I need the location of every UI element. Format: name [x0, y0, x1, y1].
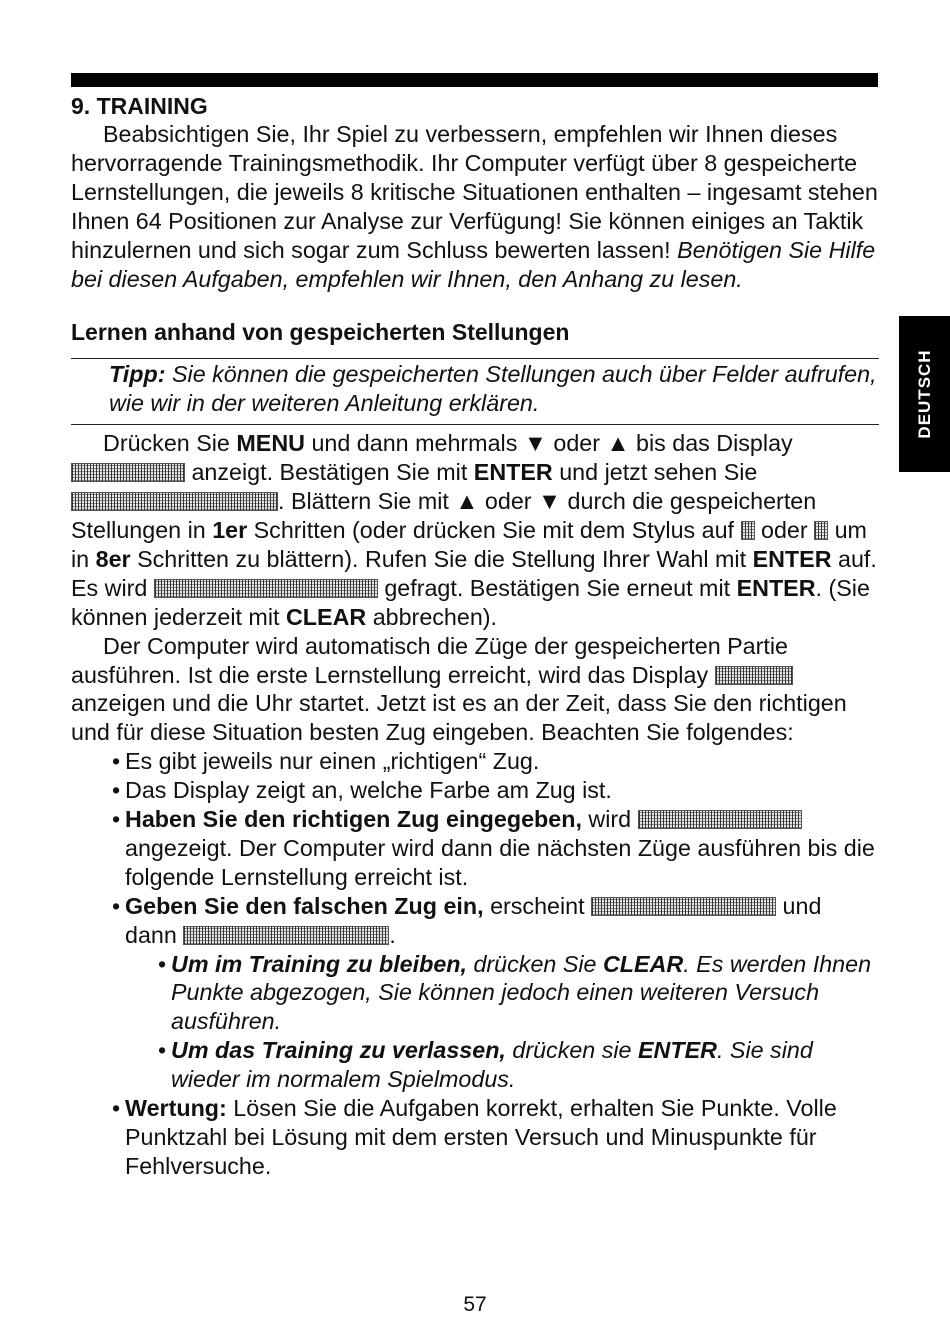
enter-key-label: ENTER: [638, 1037, 717, 1064]
section-title: 9. TRAINING: [71, 93, 208, 119]
menu-key-label: MENU: [236, 430, 305, 457]
text: und dann: [125, 892, 822, 948]
bold-lead: Wertung:: [125, 1095, 227, 1122]
lcd-display-quit-study: [183, 926, 389, 945]
text: Lösen Sie die Aufgaben korrekt, erhalten Sie Punkte. Volle Punktzahl bei Lösung mit dem ersten Versuch und Minuspunkte für Fehlversuche.: [125, 1095, 837, 1179]
text: anzeigen und die Uhr startet. Jetzt ist es an der Zeit, dass Sie den richtigen und für diese Situation besten Zug eingeben. Beachten Sie folgendes:: [71, 690, 847, 746]
text: und jetzt sehen Sie: [552, 459, 758, 486]
text: Schritten (oder drücken Sie mit dem Stylus auf: [247, 516, 741, 543]
lcd-next-arrow: [741, 521, 755, 540]
text: und dann mehrmals ▼ oder ▲ bis das Display: [304, 430, 793, 457]
text: . Sie sind wieder im normalem Spielmodus.: [171, 1037, 813, 1093]
bold-lead: Haben Sie den richtigen Zug eingegeben,: [125, 806, 582, 833]
sub-list: [125, 950, 879, 1095]
lcd-display-well-done: [638, 810, 802, 829]
list-item: [159, 950, 879, 1037]
intro-paragraph: [71, 120, 879, 293]
list-item: [113, 892, 879, 1094]
text: . Es werden Ihnen Punkte abgezogen, Sie können jedoch einen weiteren Versuch ausführen.: [171, 950, 872, 1035]
text: um in: [71, 516, 867, 572]
instructions-paragraph: [71, 429, 879, 631]
text: . Blättern Sie mit ▲ oder ▼ durch die gespeicherten Stellungen in: [71, 488, 817, 543]
language-tab: [899, 316, 950, 472]
text: drücken Sie: [467, 950, 603, 977]
section-rule: [71, 73, 878, 87]
text: auf. Es wird: [71, 545, 877, 601]
lcd-display-study: [71, 463, 185, 482]
text: Drücken Sie: [103, 430, 237, 457]
text: erscheint: [483, 892, 592, 919]
tip-label: Tipp:: [109, 361, 166, 388]
text: wird: [581, 806, 638, 833]
intro-italic-note: Benötigen Sie Hilfe bei diesen Aufgaben, empfehlen wir Ihnen, den Anhang zu lesen.: [71, 236, 876, 292]
list-item: • Es gibt jeweils nur einen „richtigen“ Zug.: [113, 747, 879, 776]
text: drücken sie: [505, 1037, 638, 1064]
enter-key-label: ENTER: [736, 574, 816, 601]
subsection-title: Lernen anhand von gespeicherten Stellungen: [71, 319, 570, 346]
list-item: [113, 1094, 879, 1181]
list-item: • Das Display zeigt an, welche Farbe am Zug ist.: [113, 776, 879, 805]
tip-text: Sie können die gespeicherten Stellungen auch über Felder aufrufen, wie wir in der weiteren Anleitung erklären.: [109, 361, 877, 417]
list-item: [159, 1036, 879, 1094]
text: .: [389, 921, 396, 948]
enter-key-label: ENTER: [752, 545, 832, 572]
text: oder: [754, 516, 815, 543]
text: . (Sie können jederzeit mit: [71, 574, 870, 630]
step-label: 8er: [95, 545, 131, 572]
enter-key-label: ENTER: [473, 459, 553, 486]
lcd-display-study-1: [71, 492, 278, 511]
text: anzeigt. Bestätigen Sie mit: [185, 459, 474, 486]
bold-lead: Geben Sie den falschen Zug ein,: [125, 892, 484, 919]
language-tab-label: DEUTSCH: [914, 349, 934, 439]
list-item: [113, 805, 879, 892]
lcd-display-your-move: [715, 666, 793, 685]
text: Schritten zu blättern). Rufen Sie die Stellung Ihrer Wahl mit: [130, 545, 753, 572]
clear-key-label: CLEAR: [285, 603, 367, 630]
tip-box: [71, 358, 879, 425]
text: angezeigt. Der Computer wird dann die nächsten Züge ausführen bis die folgende Lernstellung erreicht ist.: [125, 834, 875, 890]
step-label: 1er: [212, 516, 248, 543]
computer-paragraph: [71, 632, 879, 748]
text: Der Computer wird automatisch die Züge der gespeicherten Partie ausführen. Ist die erste Lernstellung erreicht, wird das Display: [71, 632, 789, 688]
text: abbrechen).: [366, 603, 498, 630]
lcd-display-start-study: [154, 579, 378, 598]
lcd-display-wrong-move: [591, 897, 776, 916]
rules-list: [71, 747, 879, 1181]
intro-text: Beabsichtigen Sie, Ihr Spiel zu verbessern, empfehlen wir Ihnen dieses hervorragende Trainingsmethodik. Ihr Computer verfügt über 8 gespeicherte Lernstellungen, die jeweils 8 kritische Situationen enthalten – ingesamt stehen Ihnen 64 Positionen zur Analyse zur Verfügung! Sie können einiges an Taktik hinzulernen und sich sogar zum Schluss bewerten lassen!: [71, 121, 878, 263]
text: gefragt. Bestätigen Sie erneut mit: [377, 574, 737, 601]
page-number: 57: [463, 1293, 487, 1316]
bold-lead: Um im Training zu bleiben,: [171, 950, 467, 977]
clear-key-label: CLEAR: [602, 950, 684, 977]
lcd-prev-arrow: [814, 521, 828, 540]
page-body: [71, 92, 879, 1181]
bold-lead: Um das Training zu verlassen,: [171, 1037, 506, 1064]
